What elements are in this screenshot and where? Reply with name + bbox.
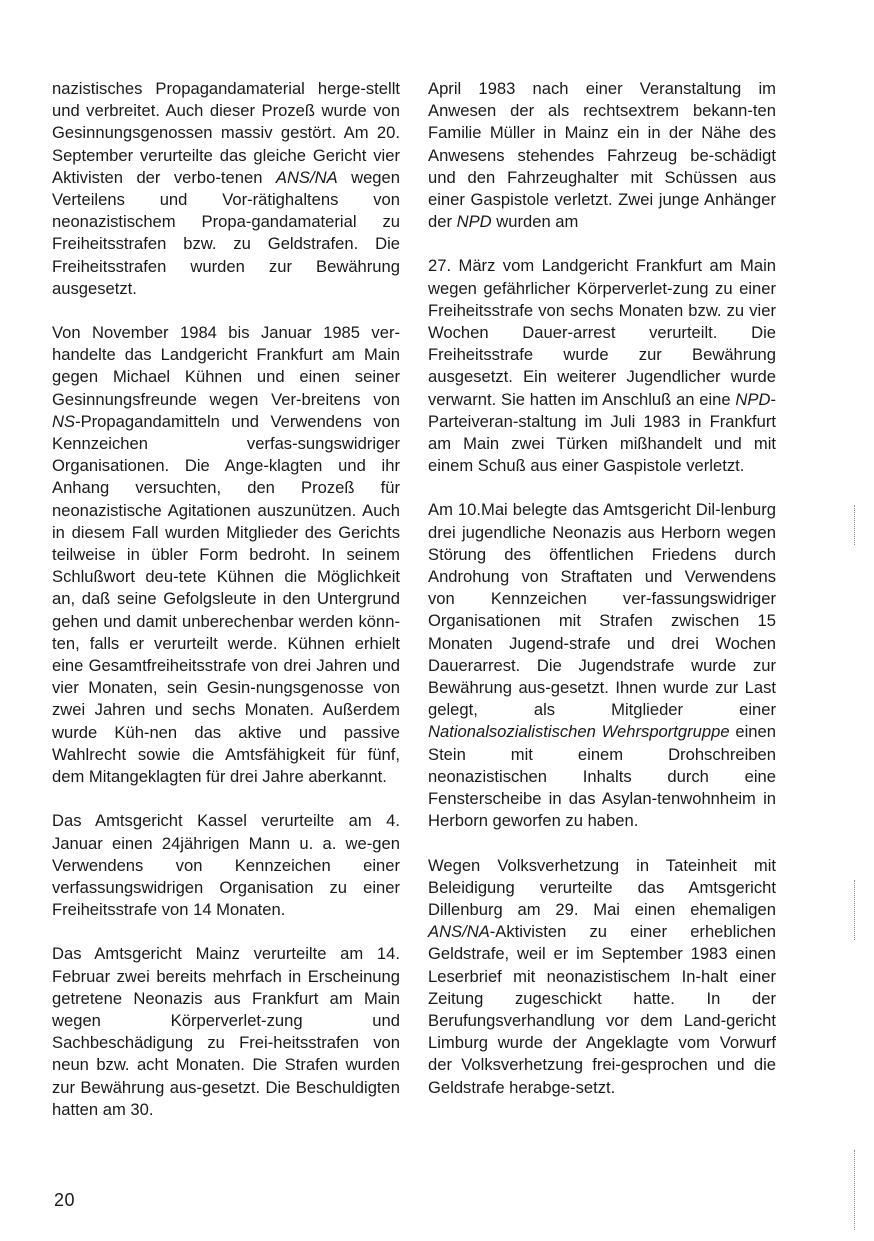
right-column bbox=[428, 78, 776, 1121]
paragraph-frankfurt-verdict: 27. März vom Landgericht Frankfurt am Main wegen gefährlicher Körperverlet-zung zu einer Freiheitsstrafe von sechs Monaten bzw. zu vier Wochen Dauer-arrest verurteilt. Die Freiheitsstrafe wurde zur Bewährung ausgesetzt. Ein weiterer Jugendlicher wurde verwarnt. Sie hatten im Anschluß an eine NPD-Parteiveran-staltung im Juli 1983 in Frankfurt am Main zwei Türken mißhandelt und mit einem Schuß aus einer Gaspistole verletzt. bbox=[428, 256, 776, 476]
paragraph-kassel-verdict: Das Amtsgericht Kassel verurteilte am 4. Januar einen 24jährigen Mann u. a. we-gen Verwendens von Kennzeichen einer verfassungswidrigen Organisation zu einer Freiheitsstrafe von 14 Monaten. bbox=[52, 811, 400, 920]
paragraph-dillenburg-verdict: Am 10.Mai belegte das Amtsgericht Dil-lenburg drei jugendliche Neonazis aus Herborn wegen Störung des öffentlichen Friedens durch Androhung von Straftaten und Verwendens von Kennzeichen ver-fassungswidriger Organisationen mit Strafen zwischen 15 Monaten Jugend-strafe und drei Wochen Dauerarrest. Die Jugendstrafe wurde zur Bewährung aus-gesetzt. Ihnen wurde zur Last gelegt, als Mitglieder einer Nationalsozialistischen Wehrsportgruppe einen Stein mit einem Drohschreiben neonazistischen Inhalts durch eine Fensterscheibe in das Asylan-tenwohnheim in Herborn geworfen zu haben. bbox=[428, 500, 776, 831]
scan-edge-mark bbox=[854, 880, 856, 940]
paragraph-mainz-continuation: April 1983 nach einer Veranstaltung im Anwesen der als rechtsextrem bekann-ten Familie Müller in Mainz ein in der Nähe des Anwesens stehendes Fahrzeug be-schädigt und den Fahrzeughalter mit Schüssen aus einer Gaspistole verletzt. Zwei junge Anhänger der NPD wurden am bbox=[428, 79, 776, 232]
paragraph-mainz-verdict: Das Amtsgericht Mainz verurteilte am 14. Februar zwei bereits mehrfach in Erscheinung getretene Neonazis aus Frankfurt am Main wegen Körperverlet-zung und Sachbeschädigung zu Frei-heitsstrafen von neun bzw. acht Monaten. Die Strafen wurden zur Bewährung aus-gesetzt. Die Beschuldigten hatten am 30. bbox=[52, 944, 400, 1119]
paragraph-ans-na-verdict: nazistisches Propagandamaterial herge-stellt und verbreitet. Auch dieser Prozeß wurde von Gesinnungsgenossen massiv gestört. Am 20. September verurteilte das gleiche Gericht vier Aktivisten der verbo-tenen ANS/NA wegen Verteilens und Vor-rätighaltens von neonazistischem Propa-gandamaterial zu Freiheitsstrafen bzw. zu Geldstrafen. Die Freiheitsstrafen wurden zur Bewährung ausgesetzt. bbox=[52, 79, 400, 298]
page-number: 20 bbox=[54, 1190, 76, 1210]
paragraph-volksverhetzung-verdict: Wegen Volksverhetzung in Tateinheit mit Beleidigung verurteilte das Amtsgericht Dillenburg am 29. Mai einen ehemaligen ANS/NA-Aktivisten zu einer erheblichen Geldstrafe, weil er im September 1983 einen Leserbrief mit neonazistischem In-halt einer Zeitung zugeschickt hatte. In der Berufungsverhandlung vor dem Land-gericht Limburg wurde der Angeklagte vom Vorwurf der Volksverhetzung frei-gesprochen und die Geldstrafe herabge-setzt. bbox=[428, 855, 776, 1097]
scan-edge-mark bbox=[854, 1150, 856, 1230]
left-column bbox=[52, 78, 400, 1143]
scan-edge-mark bbox=[854, 505, 856, 545]
paragraph-kuehnen-trial: Von November 1984 bis Januar 1985 ver-handelte das Landgericht Frankfurt am Main gegen Michael Kühnen und einen seiner Gesinnungsfreunde wegen Ver-breitens von NS-Propagandamitteln und Verwendens von Kennzeichen verfas-sungswidriger Organisationen. Die Ange-klagten und ihr Anhang versuchten, den Prozeß für neonazistische Agitationen auszunützen. Auch in diesem Fall wurden Mitglieder des Gerichts teilweise in übler Form bedroht. In seinem Schlußwort deu-tete Kühnen die Möglichkeit an, daß seine Gefolgsleute in den Untergrund gehen und damit unberechenbar werden könn-ten, falls er verurteilt werde. Kühnen erhielt eine Gesamtfreiheitsstrafe von drei Jahren und vier Monaten, sein Gesin-nungsgenosse von zwei Jahren und sechs Monaten. Außerdem wurde Küh-nen das aktive und passive Wahlrecht sowie die Amtsfähigkeit für fünf, dem Mitangeklagten für drei Jahre aberkannt. bbox=[52, 323, 400, 787]
